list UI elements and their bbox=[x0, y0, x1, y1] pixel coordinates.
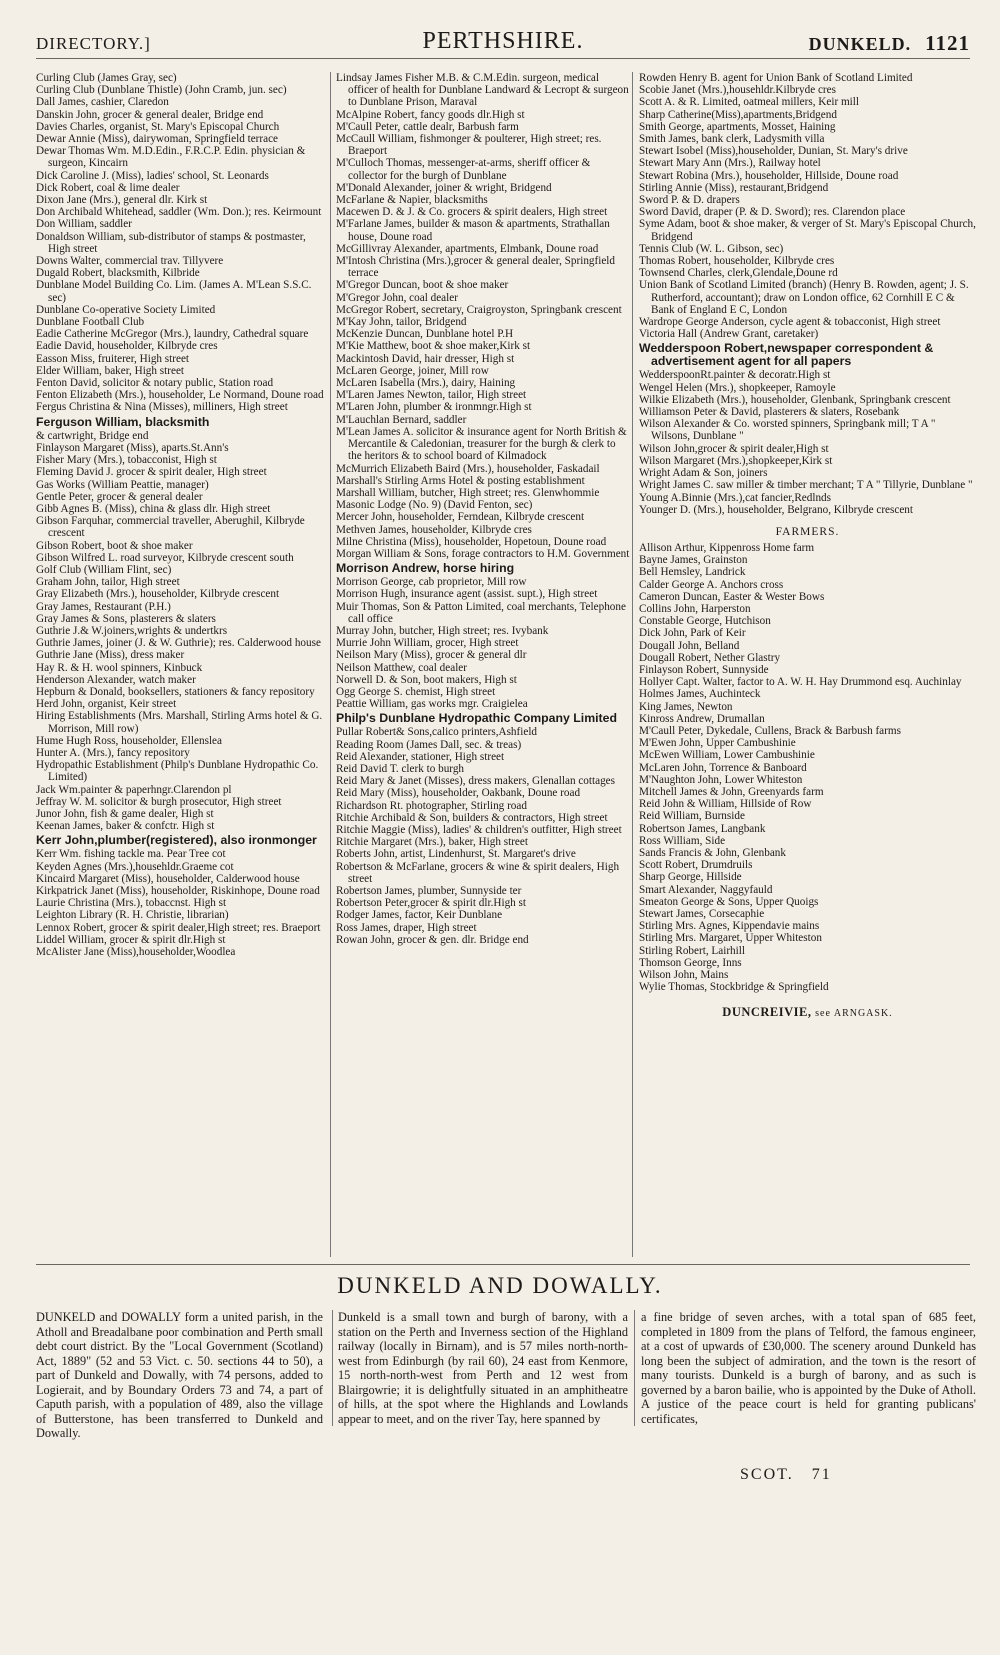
directory-entry: Ritchie Archibald & Son, builders & contractors, High street bbox=[336, 811, 608, 824]
directory-entry: Stirling Annie (Miss), restaurant,Bridgend bbox=[639, 181, 829, 194]
column-1 bbox=[36, 72, 326, 1257]
directory-entry: Muir Thomas, Son & Patton Limited, coal merchants, Telephone call office bbox=[336, 600, 626, 625]
directory-columns bbox=[36, 72, 976, 1257]
directory-entry: Stirling Mrs. Margaret, Upper Whiteston bbox=[639, 932, 822, 945]
directory-entry: Gray Elizabeth (Mrs.), householder, Kilbryde crescent bbox=[36, 588, 280, 601]
directory-entry: Sharp Catherine(Miss),apartments,Bridgend bbox=[639, 108, 837, 121]
directory-entry: & cartwright, Bridge end bbox=[36, 429, 149, 442]
directory-entry: Morrison George, cab proprietor, Mill row bbox=[336, 576, 527, 589]
directory-entry: Allison Arthur, Kippenross Home farm bbox=[639, 541, 815, 554]
directory-entry: Victoria Hall (Andrew Grant, caretaker) bbox=[639, 328, 819, 341]
advertisement-entry: Ferguson William, blacksmith bbox=[36, 414, 210, 429]
directory-entry: Curling Club (James Gray, sec) bbox=[36, 72, 177, 84]
directory-entry: Wilson Alexander & Co. worsted spinners, Springbank mill; T A " Wilsons, Dunblane " bbox=[639, 418, 936, 443]
directory-entry: M'Caull Peter, cattle dealr, Barbush farm bbox=[336, 120, 519, 133]
directory-entry: Don William, saddler bbox=[36, 218, 132, 231]
directory-entry: Hydropathic Establishment (Philp's Dunblane Hydropathic Co. Limited) bbox=[36, 759, 319, 784]
column-3 bbox=[632, 72, 976, 1257]
directory-entry: Guthrie J.& W.joiners,wrights & undertkrs bbox=[36, 624, 228, 637]
running-header bbox=[36, 28, 970, 59]
directory-entry: Gibb Agnes B. (Miss), china & glass dlr. High street bbox=[36, 502, 271, 515]
section-heading-farmers: FARMERS. bbox=[775, 525, 840, 538]
directory-entry: Gentle Peter, grocer & general dealer bbox=[36, 490, 203, 503]
directory-entry: M'Gregor John, coal dealer bbox=[336, 291, 458, 304]
directory-entry: Reid Mary & Janet (Misses), dress makers, Glenallan cottages bbox=[336, 775, 615, 788]
directory-entry: Lindsay James Fisher M.B. & C.M.Edin. surgeon, medical officer of health for Dunblane Landward & Lecropt & surgeon to Dunblane Prison, Maraval bbox=[336, 72, 629, 109]
directory-entry: Ogg George S. chemist, High street bbox=[336, 685, 496, 698]
directory-entry: Guthrie Jane (Miss), dress maker bbox=[36, 649, 185, 662]
cross-reference-name: DUNCREIVIE, bbox=[722, 1005, 812, 1020]
directory-entry: Robertson James, plumber, Sunnyside ter bbox=[336, 885, 522, 897]
directory-entry: Dewar Thomas Wm. M.D.Edin., F.R.C.P. Edin. physician & surgeon, Kincairn bbox=[36, 145, 306, 170]
directory-entry: Graham John, tailor, High street bbox=[36, 576, 180, 589]
directory-entry: Ritchie Margaret (Mrs.), baker, High street bbox=[336, 836, 528, 849]
directory-entry: Wylie Thomas, Stockbridge & Springfield bbox=[639, 981, 829, 994]
directory-entry: Kinross Andrew, Drumallan bbox=[639, 712, 765, 725]
directory-entry: Kincaird Margaret (Miss), householder, Calderwood house bbox=[36, 872, 300, 885]
directory-entry: Murray John, butcher, High street; res. Ivybank bbox=[336, 624, 549, 637]
directory-entry: Easson Miss, fruiterer, High street bbox=[36, 352, 190, 365]
directory-entry: Herd John, organist, Keir street bbox=[36, 698, 177, 711]
directory-entry: Dick John, Park of Keir bbox=[639, 627, 746, 640]
directory-entry: McCaull William, fishmonger & poulterer, High street; res. Braeport bbox=[336, 133, 602, 158]
directory-entry: Jeffray W. M. solicitor & burgh prosecutor, High street bbox=[36, 795, 282, 808]
advertisement-entry: Morrison Andrew, horse hiring bbox=[336, 561, 515, 576]
directory-entry: Scobie Janet (Mrs.),househldr.Kilbryde cres bbox=[639, 84, 836, 97]
directory-entry: Gibson Wilfred L. road surveyor, Kilbryde crescent south bbox=[36, 551, 294, 564]
directory-entry: Dixon Jane (Mrs.), general dlr. Kirk st bbox=[36, 194, 208, 207]
directory-entry: Fleming David J. grocer & spirit dealer, High street bbox=[36, 466, 267, 479]
directory-entry: Keenan James, baker & confctr. High st bbox=[36, 820, 215, 833]
advertisement-entry: Kerr John,plumber(registered), also ironmonger bbox=[36, 833, 317, 848]
directory-entry: Neilson Mary (Miss), grocer & general dlr bbox=[336, 649, 527, 662]
header-place: DUNKELD. bbox=[808, 34, 912, 54]
directory-entry: Robertson & McFarlane, grocers & wine & spirit dealers, High street bbox=[336, 860, 620, 885]
directory-entry: Gray James & Sons, plasterers & slaters bbox=[36, 612, 216, 625]
directory-entry: Hume Hugh Ross, householder, Ellenslea bbox=[36, 734, 222, 747]
directory-entry: Marshall William, butcher, High street; res. Glenwhommie bbox=[336, 486, 600, 499]
directory-entry: Dunblane Model Building Co. Lim. (James A. M'Lean S.S.C. sec) bbox=[36, 279, 312, 304]
directory-entry: M'Lean James A. solicitor & insurance agent for North British & Mercantile & Caledonian, treasurer for the burgh & clerk to the heritors & to school board of Kilmadock bbox=[336, 425, 627, 463]
directory-entry: Don Archibald Whitehead, saddler (Wm. Don.); res. Keirmount bbox=[36, 206, 322, 219]
directory-entry: Reid John & William, Hillside of Row bbox=[639, 798, 812, 811]
directory-entry: Smith George, apartments, Mosset, Haining bbox=[639, 120, 836, 133]
directory-entry: Wilson John, Mains bbox=[639, 969, 729, 982]
directory-entry: M'Caull Peter, Dykedale, Cullens, Brack & Barbush farms bbox=[639, 724, 901, 737]
directory-entry: Wardrope George Anderson, cycle agent & tobacconist, High street bbox=[639, 316, 941, 329]
paragraph-3: a fine bridge of seven arches, with a total span of 685 feet, completed in 1809 from the plans of Telford, the famous engineer, at a cost of upwards of £30,000. The scenery around Dunkeld has long been the subject of admiration, and the town is the resort of many tourists. Dunkeld is a burgh of barony, and as such is governed by a baron bailie, who is appointed by the Duke of Atholl. A justice of the peace court is held for granting publicans' certificates, bbox=[634, 1310, 976, 1426]
directory-entry: M'Kay John, tailor, Bridgend bbox=[336, 316, 467, 329]
directory-entry: Thomson George, Inns bbox=[639, 956, 742, 969]
directory-entry: Dunblane Football Club bbox=[36, 316, 145, 329]
directory-entry: Macewen D. & J. & Co. grocers & spirit dealers, High street bbox=[336, 206, 608, 219]
directory-entry: Morgan William & Sons, forage contractors to H.M. Government bbox=[336, 547, 630, 560]
directory-entry: Milne Christina (Miss), householder, Hopetoun, Doune road bbox=[336, 535, 607, 548]
directory-entry: Fenton David, solicitor & notary public, Station road bbox=[36, 377, 274, 390]
directory-entry: Constable George, Hutchison bbox=[639, 615, 771, 628]
directory-entry: M'Culloch Thomas, messenger-at-arms, sheriff officer & collector for the burgh of Dunblane bbox=[336, 157, 591, 182]
directory-entry: Mercer John, householder, Ferndean, Kilbryde crescent bbox=[336, 511, 585, 524]
directory-entry: McFarlane & Napier, blacksmiths bbox=[336, 194, 488, 207]
directory-entry: Roberts John, artist, Lindenhurst, St. Margaret's drive bbox=[336, 848, 576, 861]
directory-entry: Smeaton George & Sons, Upper Quoigs bbox=[639, 895, 819, 908]
directory-entry: Fenton Elizabeth (Mrs.), householder, Le Normand, Doune road bbox=[36, 389, 324, 402]
directory-entry: M'Gregor Duncan, boot & shoe maker bbox=[336, 279, 509, 292]
directory-entry: Donaldson William, sub-distributor of stamps & postmaster, High street bbox=[36, 230, 306, 255]
directory-entry: Gas Works (William Peattie, manager) bbox=[36, 478, 209, 491]
directory-entry: Tennis Club (W. L. Gibson, sec) bbox=[639, 242, 784, 255]
directory-entry: Mackintosh David, hair dresser, High st bbox=[336, 352, 515, 365]
directory-entry: Eadie David, householder, Kilbryde cres bbox=[36, 340, 218, 353]
directory-entry: Stewart Mary Ann (Mrs.), Railway hotel bbox=[639, 157, 821, 170]
directory-entry: Liddel William, grocer & spirit dlr.High st bbox=[36, 933, 226, 946]
directory-entry: Norwell D. & Son, boot makers, High st bbox=[336, 673, 517, 686]
directory-entry: Finlayson Robert, Sunnyside bbox=[639, 663, 769, 676]
directory-entry: Cameron Duncan, Easter & Wester Bows bbox=[639, 590, 825, 603]
directory-entry: Reid David T. clerk to burgh bbox=[336, 762, 465, 775]
directory-entry: Reid Alexander, stationer, High street bbox=[336, 750, 505, 763]
directory-entry: Laurie Christina (Mrs.), tobaccnst. High st bbox=[36, 897, 227, 910]
directory-entry: Hiring Establishments (Mrs. Marshall, Stirling Arms hotel & G. Morrison, Mill row) bbox=[36, 710, 323, 735]
directory-entry: Hay R. & H. wool spinners, Kinbuck bbox=[36, 661, 203, 674]
advertisement-entry: Wedderspoon Robert,newspaper correspondent & advertisement agent for all papers bbox=[639, 341, 934, 369]
directory-entry: Neilson Matthew, coal dealer bbox=[336, 661, 467, 674]
directory-entry: Smith James, bank clerk, Ladysmith villa bbox=[639, 133, 825, 146]
directory-entry: Townsend Charles, clerk,Glendale,Doune rd bbox=[639, 267, 838, 280]
directory-entry: Ross William, Side bbox=[639, 834, 726, 847]
directory-entry: Ritchie Maggie (Miss), ladies' & children's outfitter, High street bbox=[336, 823, 622, 836]
header-county: PERTHSHIRE. bbox=[422, 28, 584, 54]
directory-entry: Davies Charles, organist, St. Mary's Episcopal Church bbox=[36, 120, 280, 133]
directory-entry: Golf Club (William Flint, sec) bbox=[36, 563, 172, 576]
directory-entry: M'Ewen John, Upper Cambushinie bbox=[639, 737, 796, 750]
directory-entry: Stewart Isobel (Miss),householder, Dunian, St. Mary's drive bbox=[639, 145, 908, 158]
directory-entry: Rowden Henry B. agent for Union Bank of Scotland Limited bbox=[639, 72, 913, 84]
signature-number: 71 bbox=[811, 1466, 832, 1483]
directory-entry: Hunter A. (Mrs.), fancy repository bbox=[36, 746, 190, 759]
directory-entry: Hepburn & Donald, booksellers, stationers & fancy repository bbox=[36, 685, 315, 698]
advertisement-entry: Philp's Dunblane Hydropathic Company Limited bbox=[336, 711, 617, 726]
directory-entry: Fergus Christina & Nina (Misses), milliners, High street bbox=[36, 401, 288, 414]
directory-entry: Murrie John William, grocer, High street bbox=[336, 637, 519, 650]
directory-entry: Morrison Hugh, insurance agent (assist. supt.), High street bbox=[336, 588, 598, 601]
directory-entry: Hollyer Capt. Walter, factor to A. W. H. Hay Drummond esq. Auchinlay bbox=[639, 676, 962, 689]
directory-entry: McMurrich Elizabeth Baird (Mrs.), householder, Faskadail bbox=[336, 462, 600, 475]
directory-entry: Calder George A. Anchors cross bbox=[639, 578, 784, 591]
signature-mark bbox=[740, 1466, 832, 1484]
directory-entry: Rowan John, grocer & gen. dlr. Bridge end bbox=[336, 933, 529, 946]
directory-entry: Young A.Binnie (Mrs.),cat fancier,Redlnds bbox=[639, 491, 831, 504]
directory-entry: Fisher Mary (Mrs.), tobacconist, High st bbox=[36, 454, 217, 467]
directory-entry: McKenzie Duncan, Dunblane hotel P.H bbox=[336, 328, 514, 341]
signature-label: SCOT. bbox=[740, 1466, 794, 1483]
paragraph-2: Dunkeld is a small town and burgh of barony, with a station on the Perth and Inverness section of the Highland railway (locally in Birnam), and is 57 miles north-north-west from Edinburgh (by rail 60), 24 east from Kenmore, 15 north-north-west from Perth and 12 west from Blairgowrie; it is delightfully situated in an amphitheatre of hills, at the spot where the Highlands and Lowlands appear to meet, and on the river Tay, here spanned by bbox=[332, 1310, 628, 1426]
directory-entry: Dunblane Co-operative Society Limited bbox=[36, 303, 216, 316]
directory-entry: McLaren Isabella (Mrs.), dairy, Haining bbox=[336, 377, 516, 390]
directory-entry: M'Lauchlan Bernard, saddler bbox=[336, 413, 467, 426]
directory-entry: M'Laren James Newton, tailor, High street bbox=[336, 389, 527, 402]
directory-entry: Downs Walter, commercial trav. Tillyvere bbox=[36, 255, 224, 268]
column-2 bbox=[330, 72, 630, 1257]
directory-entry: Sharp George, Hillside bbox=[639, 871, 742, 884]
directory-entry: Holmes James, Auchinteck bbox=[639, 688, 761, 701]
directory-entry: Smart Alexander, Naggyfauld bbox=[639, 883, 773, 896]
page-number: 1121 bbox=[925, 31, 970, 55]
directory-entry: Peattie William, gas works mgr. Craigielea bbox=[336, 698, 528, 711]
directory-entry: Eadie Catherine McGregor (Mrs.), laundry, Cathedral square bbox=[36, 328, 309, 341]
directory-entry: McAlpine Robert, fancy goods dlr.High st bbox=[336, 108, 525, 121]
section-paragraphs bbox=[36, 1310, 976, 1600]
directory-entry: McGregor Robert, secretary, Craigroyston, Springbank crescent bbox=[336, 303, 622, 316]
directory-entry: Scott A. & R. Limited, oatmeal millers, Keir mill bbox=[639, 96, 859, 109]
directory-entry: Kirkpatrick Janet (Miss), householder, Riskinhope, Doune road bbox=[36, 885, 320, 897]
directory-entry: M'Farlane James, builder & mason & apartments, Strathallan house, Doune road bbox=[336, 218, 610, 243]
directory-entry: Wilkie Elizabeth (Mrs.), householder, Glenbank, Springbank crescent bbox=[639, 393, 951, 406]
directory-entry: Dougall Robert, Nether Glastry bbox=[639, 651, 781, 664]
directory-entry: Wilson John,grocer & spirit dealer,High st bbox=[639, 442, 829, 455]
directory-entry: Dewar Annie (Miss), dairywoman, Springfield terrace bbox=[36, 133, 279, 146]
directory-entry: Scott Robert, Drumdruils bbox=[639, 859, 753, 872]
directory-entry: Kerr Wm. fishing tackle ma. Pear Tree cot bbox=[36, 848, 226, 861]
directory-entry: Mitchell James & John, Greenyards farm bbox=[639, 785, 824, 798]
directory-entry: Henderson Alexander, watch maker bbox=[36, 673, 196, 686]
directory-entry: Robertson James, Langbank bbox=[639, 822, 766, 835]
directory-entry: Danskin John, grocer & general dealer, Bridge end bbox=[36, 108, 264, 121]
directory-entry: Thomas Robert, householder, Kilbryde cres bbox=[639, 255, 835, 268]
directory-entry: Stewart James, Corsecaphie bbox=[639, 908, 765, 920]
paragraph-1: DUNKELD and DOWALLY form a united parish, in the Atholl and Breadalbane poor combination and Perth small debt court district. By the "Local Government (Scotland) Act, 1889" (52 and 53 Vict. c. 50. sections 44 to 50), a part of Dunkeld and Dowally, with 74 persons, added to Logierait, and by Boundary Orders 73 and 74, a part of Caputh parish, with a population of 489, also the village of Butterstone, has been transferred to Dunkeld and Dowally. bbox=[36, 1310, 323, 1440]
directory-entry: M'Kie Matthew, boot & shoe maker,Kirk st bbox=[336, 340, 531, 353]
directory-entry: Dugald Robert, blacksmith, Kilbride bbox=[36, 267, 200, 280]
directory-entry: Wengel Helen (Mrs.), shopkeeper, Ramoyle bbox=[639, 381, 836, 394]
directory-entry: Union Bank of Scotland Limited (branch) (Henry B. Rowden, agent; J. S. Rutherford, accountant); draw on London office, 62 Cornhill E C & Bank of England E C, London bbox=[639, 279, 969, 316]
directory-entry: WedderspoonRt.painter & decoratr.High st bbox=[639, 369, 831, 382]
directory-entry: Gray James, Restaurant (P.H.) bbox=[36, 600, 171, 613]
directory-entry: Guthrie James, joiner (J. & W. Guthrie); res. Calderwood house bbox=[36, 637, 321, 650]
directory-entry: Methven James, householder, Kilbryde cres bbox=[336, 523, 532, 536]
directory-entry: Younger D. (Mrs.), householder, Belgrano, Kilbryde crescent bbox=[639, 503, 913, 516]
directory-entry: Sword David, draper (P. & D. Sword); res. Clarendon place bbox=[639, 206, 906, 219]
directory-entry: Curling Club (Dunblane Thistle) (John Cramb, jun. sec) bbox=[36, 84, 287, 97]
directory-entry: Junor John, fish & game dealer, High st bbox=[36, 807, 214, 820]
directory-entry: Sword P. & D. drapers bbox=[639, 194, 740, 207]
directory-entry: Masonic Lodge (No. 9) (David Fenton, sec) bbox=[336, 499, 533, 512]
directory-entry: Gibson Farquhar, commercial traveller, Aberughil, Kilbryde crescent bbox=[36, 515, 305, 540]
directory-entry: Rodger James, factor, Keir Dunblane bbox=[336, 909, 503, 922]
directory-entry: M'Naughton John, Lower Whiteston bbox=[639, 773, 803, 786]
directory-entry: Stirling Mrs. Agnes, Kippendavie mains bbox=[639, 920, 820, 933]
directory-entry: Richardson Rt. photographer, Stirling road bbox=[336, 799, 527, 812]
directory-entry: McAlister Jane (Miss),householder,Woodlea bbox=[36, 946, 236, 959]
header-right bbox=[809, 31, 970, 56]
cross-reference bbox=[639, 1005, 976, 1020]
cross-reference-see: see ARNGASK. bbox=[815, 1008, 893, 1020]
directory-entry: Wright Adam & Son, joiners bbox=[639, 467, 768, 480]
directory-entry: Keyden Agnes (Mrs.),househldr.Graeme cot bbox=[36, 860, 234, 873]
directory-entry: Syme Adam, boot & shoe maker, & verger of St. Mary's Episcopal Church, Bridgend bbox=[639, 218, 976, 243]
directory-entry: Leighton Library (R. H. Christie, librarian) bbox=[36, 909, 229, 922]
directory-entry: M'Laren John, plumber & ironmngr.High st bbox=[336, 401, 532, 414]
directory-entry: Ross James, draper, High street bbox=[336, 921, 477, 934]
directory-entry: Bayne James, Grainston bbox=[639, 554, 748, 567]
directory-entry: Elder William, baker, High street bbox=[36, 364, 185, 377]
directory-entry: Finlayson Margaret (Miss), aparts.St.Ann's bbox=[36, 441, 229, 454]
directory-entry: Reading Room (James Dall, sec. & treas) bbox=[336, 738, 522, 751]
directory-entry: McEwen William, Lower Cambushinie bbox=[639, 749, 815, 762]
directory-entry: Lennox Robert, grocer & spirit dealer,High street; res. Braeport bbox=[36, 921, 321, 934]
directory-entry: Wright James C. saw miller & timber merchant; T A " Tillyrie, Dunblane " bbox=[639, 479, 973, 492]
directory-entry: Marshall's Stirling Arms Hotel & posting establishment bbox=[336, 474, 585, 487]
directory-entry: Dick Robert, coal & lime dealer bbox=[36, 181, 180, 194]
directory-entry: Stewart Robina (Mrs.), householder, Hillside, Doune road bbox=[639, 169, 899, 182]
directory-entry: Dougall John, Belland bbox=[639, 639, 740, 652]
directory-entry: Reid William, Burnside bbox=[639, 810, 745, 823]
directory-entry: M'Donald Alexander, joiner & wright, Bridgend bbox=[336, 181, 552, 194]
directory-entry: Wilson Margaret (Mrs.),shopkeeper,Kirk st bbox=[639, 454, 833, 467]
directory-entry: M'Intosh Christina (Mrs.),grocer & general dealer, Springfield terrace bbox=[336, 255, 616, 280]
directory-entry: McGillivray Alexander, apartments, Elmbank, Doune road bbox=[336, 242, 599, 255]
section-title: DUNKELD AND DOWALLY. bbox=[337, 1273, 663, 1298]
directory-entry: Reid Mary (Miss), householder, Oakbank, Doune road bbox=[336, 787, 581, 800]
directory-entry: Williamson Peter & David, plasterers & slaters, Rosebank bbox=[639, 406, 900, 419]
directory-entry: King James, Newton bbox=[639, 700, 733, 713]
directory-entry: Stirling Robert, Lairhill bbox=[639, 944, 745, 957]
directory-entry: Gibson Robert, boot & shoe maker bbox=[36, 539, 193, 552]
column-3-entries bbox=[639, 72, 976, 993]
directory-entry: McLaren George, joiner, Mill row bbox=[336, 364, 489, 377]
header-left: DIRECTORY.] bbox=[36, 34, 151, 53]
directory-entry: Robertson Peter,grocer & spirit dlr.High st bbox=[336, 897, 527, 910]
directory-entry: Jack Wm.painter & paperhngr.Clarendon pl bbox=[36, 783, 232, 796]
directory-entry: McLaren John, Torrence & Banboard bbox=[639, 761, 807, 774]
directory-entry: Dick Caroline J. (Miss), ladies' school, St. Leonards bbox=[36, 169, 269, 182]
section-rule bbox=[36, 1264, 970, 1265]
directory-entry: Sands Francis & John, Glenbank bbox=[639, 846, 786, 859]
directory-entry: Dall James, cashier, Claredon bbox=[36, 96, 169, 109]
directory-entry: Collins John, Harperston bbox=[639, 602, 751, 615]
directory-entry: Pullar Robert& Sons,calico printers,Ashfield bbox=[336, 726, 538, 739]
directory-entry: Bell Hemsley, Landrick bbox=[639, 566, 746, 579]
